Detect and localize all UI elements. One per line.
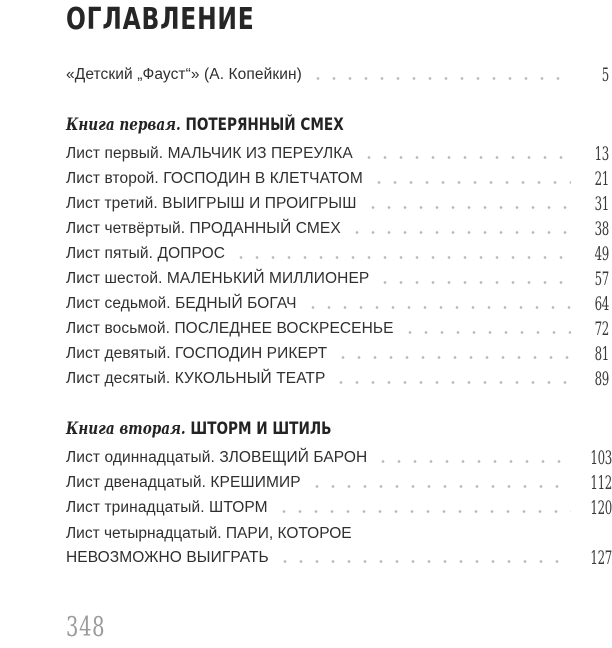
- toc-entry-label: Лист двенадцатый. КРЕШИМИР: [66, 474, 301, 491]
- dot-leader: [349, 231, 571, 234]
- toc-entry-label: Лист шестой. МАЛЕНЬКИЙ МИЛЛИОНЕР: [66, 270, 370, 287]
- dot-leader: [377, 281, 571, 284]
- toc-entry[interactable]: [66, 471, 612, 494]
- dot-leader: [361, 156, 571, 159]
- toc-entry-page: 57: [594, 268, 609, 290]
- toc-entry-page: 21: [594, 168, 609, 190]
- book-one-prefix: Книга первая.: [66, 115, 181, 135]
- toc-entry-page: 64: [594, 293, 609, 315]
- toc-entry[interactable]: [66, 496, 612, 519]
- toc-entry[interactable]: [66, 142, 609, 164]
- toc-entry[interactable]: [66, 546, 612, 569]
- toc-entry[interactable]: [66, 242, 609, 264]
- toc-entry-label: Лист десятый. КУКОЛЬНЫЙ ТЕАТР: [66, 370, 326, 387]
- toc-entry-label: Лист четвёртый. ПРОДАННЫЙ СМЕХ: [66, 220, 341, 237]
- toc-entry[interactable]: [66, 267, 609, 289]
- toc-entry-label: Лист тринадцатый. ШТОРМ: [66, 499, 268, 516]
- dot-leader: [371, 181, 571, 184]
- toc-entry[interactable]: [66, 342, 609, 364]
- toc-entry[interactable]: [66, 446, 612, 469]
- toc-entry-label: Лист пятый. ДОПРОС: [66, 245, 226, 262]
- toc-entry-label: Лист девятый. ГОСПОДИН РИКЕРТ: [66, 345, 328, 362]
- page-number: 348: [66, 612, 106, 643]
- toc-entry-label: НЕВОЗМОЖНО ВЫИГРАТЬ: [66, 549, 269, 566]
- dot-leader: [276, 510, 571, 513]
- dot-leader: [305, 306, 571, 309]
- toc-entry-page: 72: [594, 318, 609, 340]
- toc-entry-label: Лист седьмой. БЕДНЫЙ БОГАЧ: [66, 295, 297, 312]
- toc-entry-page: 103: [590, 447, 612, 469]
- toc-entry-page: 112: [590, 472, 612, 494]
- dot-leader: [309, 485, 571, 488]
- toc-entry-page: 13: [594, 143, 609, 165]
- book-two-heading: [66, 419, 332, 439]
- book-two-prefix: Книга вторая.: [66, 419, 186, 439]
- toc-entry-label: Лист одиннадцатый. ЗЛОВЕЩИЙ БАРОН: [66, 449, 368, 466]
- toc-entry-page: 89: [594, 368, 609, 390]
- dot-leader: [402, 331, 571, 334]
- dot-leader: [233, 256, 571, 259]
- book-one-title: ПОТЕРЯННЫЙ СМЕХ: [185, 115, 344, 135]
- toc-entry[interactable]: [66, 167, 609, 189]
- toc-entry[interactable]: [66, 217, 609, 239]
- toc-entry-page: 49: [594, 243, 609, 265]
- toc-entry-page: 120: [590, 497, 612, 519]
- dot-leader: [310, 77, 571, 80]
- book-two-title: ШТОРМ И ШТИЛЬ: [190, 419, 332, 439]
- toc-entry[interactable]: [66, 367, 609, 389]
- toc-entry-page: 38: [594, 218, 609, 240]
- toc-entry-label-line1[interactable]: Лист четырнадцатый. ПАРИ, КОТОРОЕ: [66, 525, 352, 542]
- dot-leader: [335, 356, 571, 359]
- toc-title: ОГЛАВЛЕНИЕ: [66, 2, 255, 37]
- toc-entry-page: 5: [601, 64, 609, 86]
- toc-entry-label: «Детский „Фауст“» (А. Копейкин): [66, 66, 302, 83]
- toc-entry-label: Лист первый. МАЛЬЧИК ИЗ ПЕРЕУЛКА: [66, 145, 353, 162]
- dot-leader: [365, 206, 571, 209]
- book-one-heading: [66, 115, 344, 135]
- toc-entry-page: 31: [594, 193, 609, 215]
- dot-leader: [375, 460, 571, 463]
- dot-leader: [333, 381, 571, 384]
- dot-leader: [277, 560, 571, 563]
- toc-entry-label: Лист третий. ВЫИГРЫШ И ПРОИГРЫШ: [66, 195, 357, 212]
- toc-entry-label: Лист второй. ГОСПОДИН В КЛЕТЧАТОМ: [66, 170, 363, 187]
- toc-entry[interactable]: [66, 192, 609, 214]
- toc-entry-page: 127: [590, 547, 612, 569]
- toc-entry-intro[interactable]: [66, 63, 609, 85]
- toc-entry-label: Лист восьмой. ПОСЛЕДНЕЕ ВОСКРЕСЕНЬЕ: [66, 320, 394, 337]
- toc-entry[interactable]: [66, 317, 609, 339]
- toc-entry[interactable]: [66, 292, 609, 314]
- toc-entry-page: 81: [594, 343, 609, 365]
